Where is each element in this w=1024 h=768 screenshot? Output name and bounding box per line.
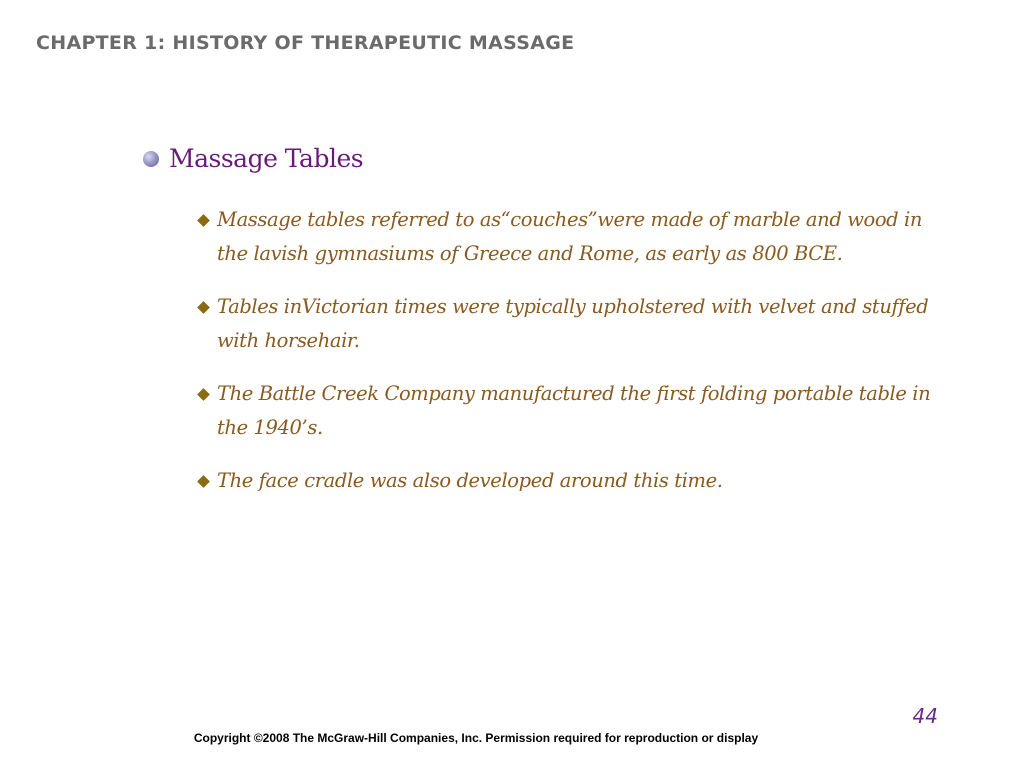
diamond-icon	[197, 301, 210, 314]
bullet-text: Massage tables referred to as“couches”were made of marble and wood in the lavish gymnasiums of Greece and Rome, as early as 800 BCE.	[217, 208, 923, 265]
diamond-icon	[197, 214, 210, 227]
bullet-text: The Battle Creek Company manufactured the first folding portable table in the 1940’s.	[217, 382, 931, 439]
page-number: 44	[912, 704, 938, 728]
copyright-notice: Copyright ©2008 The McGraw-Hill Companies, Inc. Permission required for reproduction or display	[193, 731, 759, 745]
slide-heading: Massage Tables	[169, 144, 364, 173]
bullet-list	[196, 203, 956, 517]
bullet-text: Tables inVictorian times were typically upholstered with velvet and stuffed with horsehair.	[217, 295, 929, 352]
bullet-text: The face cradle was also developed around this time.	[217, 469, 723, 492]
list-item	[196, 464, 956, 498]
list-item	[196, 377, 956, 445]
list-item	[196, 203, 956, 271]
chapter-title: CHAPTER 1: HISTORY OF THERAPEUTIC MASSAGE	[36, 32, 575, 54]
sphere-icon	[143, 151, 159, 167]
list-item	[196, 290, 956, 358]
diamond-icon	[197, 388, 210, 401]
main-bullet	[143, 144, 363, 173]
diamond-icon	[197, 475, 210, 488]
